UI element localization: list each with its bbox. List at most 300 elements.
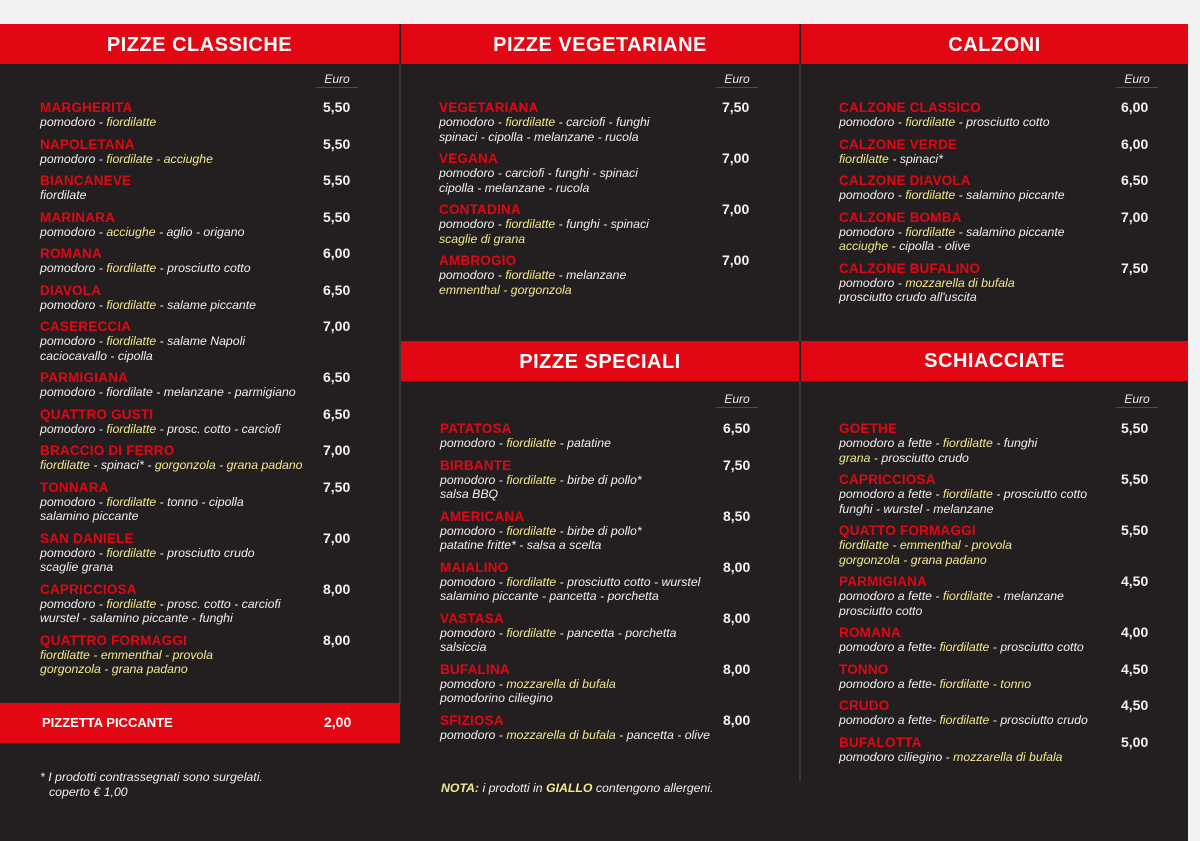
menu-item <box>439 202 769 246</box>
ingredient-text: pomodoro ciliegino - <box>839 749 954 764</box>
allergen-ingredient: fiordilatte <box>106 421 157 436</box>
item-name: PATATOSA <box>440 421 512 436</box>
item-price: 4,50 <box>1121 660 1149 677</box>
ingredient-text: - birbe di pollo* <box>556 472 642 487</box>
ingredient-text: pomodoro - <box>40 151 107 166</box>
item-description-line <box>439 166 769 181</box>
ingredient-text: pomodoro a fette - <box>839 589 943 603</box>
menu-item <box>439 100 769 144</box>
item-name: SFIZIOSA <box>440 712 504 728</box>
ingredient-text: pomodoro - <box>839 224 906 239</box>
item-price: 8,00 <box>723 660 751 677</box>
item-description-line <box>40 509 370 524</box>
item-price: 7,00 <box>1121 208 1149 225</box>
ingredient-text: - funghi <box>992 436 1038 450</box>
allergen-ingredient: emmenthal - gorgonzola <box>439 282 572 297</box>
item-name: QUATTRO FORMAGGI <box>40 632 187 648</box>
menu-item <box>839 662 1169 692</box>
page-top-margin <box>0 0 1200 24</box>
allergen-ingredient: fiordilatte <box>506 625 557 640</box>
item-price: 7,00 <box>722 201 750 217</box>
ingredient-text: pomodoro a fette- <box>839 713 940 727</box>
item-name: VEGETARIANA <box>439 100 539 115</box>
ingredient-text: - tonno - cipolla <box>156 494 244 509</box>
ingredient-text: - prosciutto cotto <box>992 487 1088 501</box>
ingredient-text: - salamino piccante <box>955 188 1065 202</box>
item-description-line <box>40 261 370 276</box>
allergen-ingredient: fiordilatte <box>905 188 956 202</box>
allergen-ingredient: fiordilatte <box>106 545 157 560</box>
menu-list-speciali <box>440 421 770 749</box>
menu-item <box>40 173 370 203</box>
item-description-line <box>40 422 370 437</box>
item-description-line <box>40 560 370 575</box>
item-description-line <box>440 538 770 553</box>
allergen-ingredient: acciughe <box>106 224 156 239</box>
section-header-classiche <box>0 24 399 64</box>
item-price: 5,50 <box>323 172 351 188</box>
item-description-line <box>40 334 370 349</box>
item-description-line <box>40 349 370 364</box>
ingredient-text: - prosciutto cotto <box>989 640 1084 654</box>
ingredient-text: - prosciutto cotto <box>156 261 251 275</box>
item-price: 5,50 <box>1121 522 1149 538</box>
euro-label-vegetariane: Euro <box>716 72 758 88</box>
item-description-line <box>839 276 1169 291</box>
item-price: 7,50 <box>723 456 751 473</box>
item-price: 8,00 <box>323 580 351 597</box>
item-description-line <box>839 677 1169 692</box>
item-name: CAPRICCIOSA <box>839 472 936 487</box>
ingredient-text: - cipolla - olive <box>888 239 971 253</box>
menu-item <box>40 443 370 473</box>
item-name: TONNARA <box>40 479 109 495</box>
ingredient-text: pomodoro - <box>440 574 507 589</box>
item-description-line <box>40 115 370 130</box>
item-name: VASTASA <box>440 610 504 626</box>
menu-item <box>839 625 1169 655</box>
ingredient-text: salamino piccante <box>40 509 139 523</box>
footnote-line-1: * I prodotti contrassegnati sono surgelati. <box>40 770 263 784</box>
item-name: PARMIGIANA <box>839 574 927 589</box>
menu-item <box>40 531 370 575</box>
item-price: 5,00 <box>1121 733 1149 750</box>
ingredient-text: - prosciutto cotto - wurstel <box>556 574 701 589</box>
item-name: TONNO <box>839 661 889 677</box>
ingredient-text: pomodoro - fiordilate - melanzane - parmigiano <box>40 385 296 399</box>
menu-item <box>839 421 1169 465</box>
item-description-line <box>839 239 1169 254</box>
ingredient-text: - prosciutto crudo <box>156 545 255 560</box>
ingredient-text: - pancetta - olive <box>615 727 711 742</box>
item-description-line <box>40 662 370 677</box>
allergen-ingredient: fiordilatte <box>839 151 889 166</box>
item-name: BIRBANTE <box>440 457 512 473</box>
item-description-line <box>839 436 1169 451</box>
menu-item <box>440 611 770 655</box>
item-name: MARINARA <box>40 209 116 225</box>
item-name: BIANCANEVE <box>40 173 132 188</box>
menu-item <box>40 582 370 626</box>
item-description-line <box>40 385 370 400</box>
allergen-ingredient: fiordilatte - tonno <box>939 676 1032 691</box>
menu-list-calzoni <box>839 100 1169 312</box>
item-name: CALZONE BOMBA <box>839 209 962 225</box>
ingredient-text: prosciutto crudo all'uscita <box>839 290 977 304</box>
ingredient-text: pomodoro - <box>40 115 107 129</box>
item-description-line <box>439 217 769 232</box>
item-name: ROMANA <box>839 625 901 640</box>
item-price: 7,00 <box>323 442 351 458</box>
item-name: AMBROGIO <box>439 253 517 268</box>
ingredient-text: pomodoro - <box>439 268 506 282</box>
allergen-ingredient: gorgonzola - grana padano <box>154 458 303 472</box>
item-description-line <box>839 502 1169 517</box>
ingredient-text: pomodoro - <box>40 421 107 436</box>
item-price: 8,50 <box>723 507 751 524</box>
item-name: CALZONE BUFALINO <box>839 260 981 276</box>
menu-item <box>839 472 1169 516</box>
ingredient-text: caciocavallo - cipolla <box>40 348 153 363</box>
item-price: 4,50 <box>1121 573 1149 589</box>
item-name: QUATTO FORMAGGI <box>839 523 976 538</box>
item-name: MARGHERITA <box>40 100 133 115</box>
item-description-line <box>440 487 770 502</box>
ingredient-text: prosciutto cotto <box>839 603 923 618</box>
ingredient-text: pomodoro - <box>40 545 107 560</box>
allergen-ingredient: fiordilatte <box>905 224 956 239</box>
ingredient-text: pomodoro a fette - <box>839 487 943 501</box>
item-description-line <box>40 611 370 626</box>
menu-item <box>839 698 1169 728</box>
item-name: CONTADINA <box>439 202 521 217</box>
nota-text-2: contengono allergeni. <box>592 781 714 795</box>
pizzetta-name: PIZZETTA PICCANTE <box>42 715 173 730</box>
menu-item <box>40 100 370 130</box>
item-name: BRACCIO DI FERRO <box>40 443 175 458</box>
section-header-vegetariane <box>401 24 799 64</box>
ingredient-text: salsa BBQ <box>440 487 499 501</box>
menu-item <box>40 246 370 276</box>
ingredient-text: - spinaci* <box>888 151 943 166</box>
menu-list-schiacciate <box>839 421 1169 771</box>
item-name: VEGANA <box>439 151 498 166</box>
ingredient-text: - prosciutto crudo <box>870 450 969 465</box>
item-description-line <box>440 524 770 539</box>
section-title: SCHIACCIATE <box>924 350 1065 372</box>
item-price: 8,00 <box>323 631 351 648</box>
menu-item <box>40 480 370 524</box>
allergen-ingredient: fiordilatte <box>942 436 993 450</box>
item-description-line <box>839 115 1169 130</box>
allergen-ingredient: fiordilatte <box>505 217 556 231</box>
item-price: 7,00 <box>323 318 351 334</box>
item-description-line <box>440 589 770 604</box>
allergen-ingredient: fiordilatte <box>40 458 90 472</box>
ingredient-text: pomodoro - <box>440 727 507 742</box>
menu-item <box>440 458 770 502</box>
column-divider-right <box>799 64 801 341</box>
menu-item <box>440 560 770 604</box>
item-name: CAPRICCIOSA <box>40 581 137 597</box>
menu-item <box>40 210 370 240</box>
ingredient-text: - melanzane <box>992 589 1064 603</box>
item-description-line <box>839 225 1169 240</box>
menu-list-classiche <box>40 100 370 684</box>
nota-label: NOTA: <box>441 781 480 795</box>
allergen-ingredient: fiordilatte <box>106 334 157 348</box>
item-price: 6,50 <box>323 405 351 422</box>
ingredient-text: - spinaci* - <box>89 458 155 472</box>
menu-item <box>440 662 770 706</box>
ingredient-text: pomodoro - <box>40 224 107 239</box>
ingredient-text: pomodoro - <box>40 334 107 348</box>
menu-item <box>40 319 370 363</box>
ingredient-text: - salame piccante <box>156 297 257 312</box>
ingredient-text: - funghi - spinaci <box>555 217 649 231</box>
ingredient-text: salsiccia <box>440 640 487 654</box>
euro-label-classiche: Euro <box>316 72 358 88</box>
item-description-line <box>839 290 1169 305</box>
ingredient-text: - melanzane <box>555 268 627 282</box>
item-description-line <box>439 268 769 283</box>
item-description-line <box>439 115 769 130</box>
item-description-line <box>839 640 1169 655</box>
item-description-line <box>839 538 1169 553</box>
item-description-line <box>40 152 370 167</box>
item-price: 7,50 <box>722 99 750 115</box>
ingredient-text: cipolla - melanzane - rucola <box>439 180 590 195</box>
allergen-ingredient: fiordilatte <box>939 713 990 727</box>
allergen-ingredient: mozzarella di bufala <box>905 275 1015 290</box>
ingredient-text: pomodoro - <box>439 115 506 129</box>
item-description-line <box>839 487 1169 502</box>
ingredient-text: pomodoro a fette- <box>839 676 940 691</box>
item-name: BUFALINA <box>440 661 510 677</box>
item-price: 6,00 <box>1121 99 1149 115</box>
item-name: QUATTRO GUSTI <box>40 406 154 422</box>
ingredient-text: pomodoro - <box>440 625 507 640</box>
allergen-ingredient: fiordilatte <box>942 589 993 603</box>
nota-text-1: i prodotti in <box>479 781 547 795</box>
section-title: PIZZE SPECIALI <box>519 351 681 373</box>
menu-item <box>839 574 1169 618</box>
ingredient-text: - pancetta - porchetta <box>556 625 677 640</box>
ingredient-text: pomodoro - <box>839 188 906 202</box>
allergen-note <box>441 781 714 795</box>
nota-highlight: GIALLO <box>546 781 593 795</box>
allergen-ingredient: fiordilatte - emmenthal - provola <box>40 647 213 662</box>
allergen-ingredient: fiordilatte <box>506 523 557 538</box>
column-divider-left <box>399 64 401 703</box>
item-description-line <box>839 750 1169 765</box>
item-price: 5,50 <box>323 99 351 115</box>
menu-item <box>40 407 370 437</box>
allergen-ingredient: grana <box>839 450 871 465</box>
item-description-line <box>440 640 770 655</box>
item-description-line <box>440 728 770 743</box>
section-title: PIZZE VEGETARIANE <box>493 34 707 56</box>
item-price: 4,50 <box>1121 697 1149 713</box>
menu-item <box>440 421 770 451</box>
allergen-ingredient: fiordilatte <box>905 115 956 129</box>
allergen-ingredient: fiordilatte <box>505 268 556 282</box>
ingredient-text: salamino piccante - pancetta - porchetta <box>440 589 659 603</box>
item-name: ROMANA <box>40 246 102 261</box>
item-description-line <box>839 553 1169 568</box>
allergen-ingredient: acciughe <box>839 239 889 253</box>
item-name: CALZONE VERDE <box>839 136 958 152</box>
item-description-line <box>40 458 370 473</box>
item-price: 8,00 <box>723 609 751 626</box>
item-description-line <box>40 597 370 612</box>
item-price: 6,50 <box>723 420 751 436</box>
allergen-ingredient: fiordilatte <box>106 261 157 275</box>
item-description-line <box>40 546 370 561</box>
allergen-ingredient: fiordilatte <box>506 472 557 487</box>
allergen-ingredient: fiordilate - acciughe <box>106 151 213 166</box>
item-price: 6,50 <box>323 369 351 385</box>
ingredient-text: - birbe di pollo* <box>556 523 642 538</box>
ingredient-text: - salame Napoli <box>156 334 246 348</box>
item-name: CALZONE DIAVOLA <box>839 173 971 188</box>
item-description-line <box>439 181 769 196</box>
item-price: 5,50 <box>1121 420 1149 436</box>
menu-item <box>839 100 1169 130</box>
section-header-schiacciate <box>801 341 1188 381</box>
ingredient-text: - salamino piccante <box>955 224 1065 239</box>
item-description-line <box>40 495 370 510</box>
page-right-margin <box>1188 0 1200 841</box>
footnote-line-2: coperto € 1,00 <box>49 785 128 799</box>
allergen-ingredient: gorgonzola - grana padano <box>40 662 188 676</box>
ingredient-text: pomodoro - <box>440 436 507 450</box>
item-price: 5,50 <box>323 208 351 225</box>
euro-label-calzoni: Euro <box>1116 72 1158 88</box>
item-name: MAIALINO <box>440 559 509 575</box>
menu-item <box>440 713 770 743</box>
allergen-ingredient: fiordilatte <box>506 436 557 450</box>
item-name: CASERECCIA <box>40 319 132 334</box>
ingredient-text: pomodoro - carciofi - funghi - spinaci <box>439 166 638 180</box>
menu-item <box>839 137 1169 167</box>
ingredient-text: - patatine <box>556 436 611 450</box>
item-price: 7,50 <box>323 478 351 495</box>
allergen-ingredient: fiordilatte <box>106 115 157 129</box>
item-description-line <box>40 298 370 313</box>
item-name: CALZONE CLASSICO <box>839 100 981 115</box>
frozen-footnote <box>40 770 263 800</box>
item-name: SAN DANIELE <box>40 530 134 546</box>
item-price: 7,50 <box>1121 259 1149 276</box>
item-description-line <box>40 648 370 663</box>
item-description-line <box>439 130 769 145</box>
menu-list-vegetariane <box>439 100 769 304</box>
ingredient-text: pomodoro - <box>440 676 507 691</box>
ingredient-text: patatine fritte* - salsa a scelta <box>440 538 602 552</box>
item-description-line <box>40 188 370 203</box>
item-description-line <box>839 713 1169 728</box>
item-description-line <box>40 225 370 240</box>
pizzetta-piccante-bar <box>0 703 400 743</box>
section-header-speciali <box>401 341 799 381</box>
ingredient-text: funghi - wurstel - melanzane <box>839 501 994 516</box>
item-name: GOETHE <box>839 421 898 436</box>
allergen-ingredient: fiordilatte <box>106 494 157 509</box>
item-name: NAPOLETANA <box>40 136 135 152</box>
item-description-line <box>839 451 1169 466</box>
ingredient-text: scaglie grana <box>40 560 114 574</box>
menu-item <box>439 151 769 195</box>
allergen-ingredient: fiordilatte <box>939 640 990 654</box>
item-price: 6,50 <box>323 281 351 298</box>
allergen-ingredient: fiordilatte <box>505 115 556 129</box>
ingredient-text: - carciofi - funghi <box>555 115 650 129</box>
menu-item <box>440 509 770 553</box>
ingredient-text: pomodoro - <box>40 596 107 611</box>
item-price: 5,50 <box>1121 471 1149 487</box>
ingredient-text: - aglio - origano <box>155 224 245 239</box>
menu-item <box>839 173 1169 203</box>
euro-label-schiacciate: Euro <box>1116 392 1158 408</box>
ingredient-text: - prosciutto crudo <box>989 713 1088 727</box>
ingredient-text: pomodoro a fette - <box>839 436 943 450</box>
item-description-line <box>440 691 770 706</box>
ingredient-text: - prosciutto cotto <box>955 115 1050 129</box>
item-price: 8,00 <box>723 558 751 575</box>
ingredient-text: pomodoro - <box>40 494 107 509</box>
allergen-ingredient: fiordilatte <box>942 487 993 501</box>
section-title: PIZZE CLASSICHE <box>106 34 293 56</box>
menu-item <box>40 137 370 167</box>
item-price: 6,50 <box>1121 172 1149 188</box>
item-description-line <box>839 188 1169 203</box>
menu-item <box>40 283 370 313</box>
ingredient-text: pomodoro - <box>839 275 906 290</box>
menu-item <box>439 253 769 297</box>
pizzetta-price: 2,00 <box>324 714 352 730</box>
section-header-calzoni <box>801 24 1188 64</box>
item-price: 6,00 <box>1121 135 1149 152</box>
item-price: 8,00 <box>723 711 751 728</box>
item-description-line <box>839 604 1169 619</box>
item-description-line <box>439 232 769 247</box>
allergen-ingredient: fiordilatte - emmenthal - provola <box>839 538 1012 552</box>
item-name: CRUDO <box>839 698 890 713</box>
item-description-line <box>440 575 770 590</box>
item-price: 7,00 <box>323 529 351 546</box>
item-description-line <box>439 283 769 298</box>
item-description-line <box>440 473 770 488</box>
menu-item <box>839 210 1169 254</box>
menu-item <box>40 370 370 400</box>
allergen-ingredient: mozzarella di bufala <box>506 676 616 691</box>
menu-item <box>40 633 370 677</box>
ingredient-text: spinaci - cipolla - melanzane - rucola <box>439 129 639 144</box>
item-description-line <box>440 626 770 641</box>
item-price: 4,00 <box>1121 624 1149 640</box>
column-divider-right-lower <box>799 381 801 781</box>
menu-item <box>839 261 1169 305</box>
allergen-ingredient: mozzarella di bufala <box>953 749 1063 764</box>
ingredient-text: pomodoro - <box>40 261 107 275</box>
ingredient-text: pomodoro a fette- <box>839 640 940 654</box>
ingredient-text: pomodoro - <box>440 472 507 487</box>
ingredient-text: pomodoro - <box>439 217 506 231</box>
allergen-ingredient: fiordilatte <box>106 596 157 611</box>
ingredient-text: - prosc. cotto - carciofi <box>156 596 281 611</box>
item-price: 6,00 <box>323 245 351 261</box>
